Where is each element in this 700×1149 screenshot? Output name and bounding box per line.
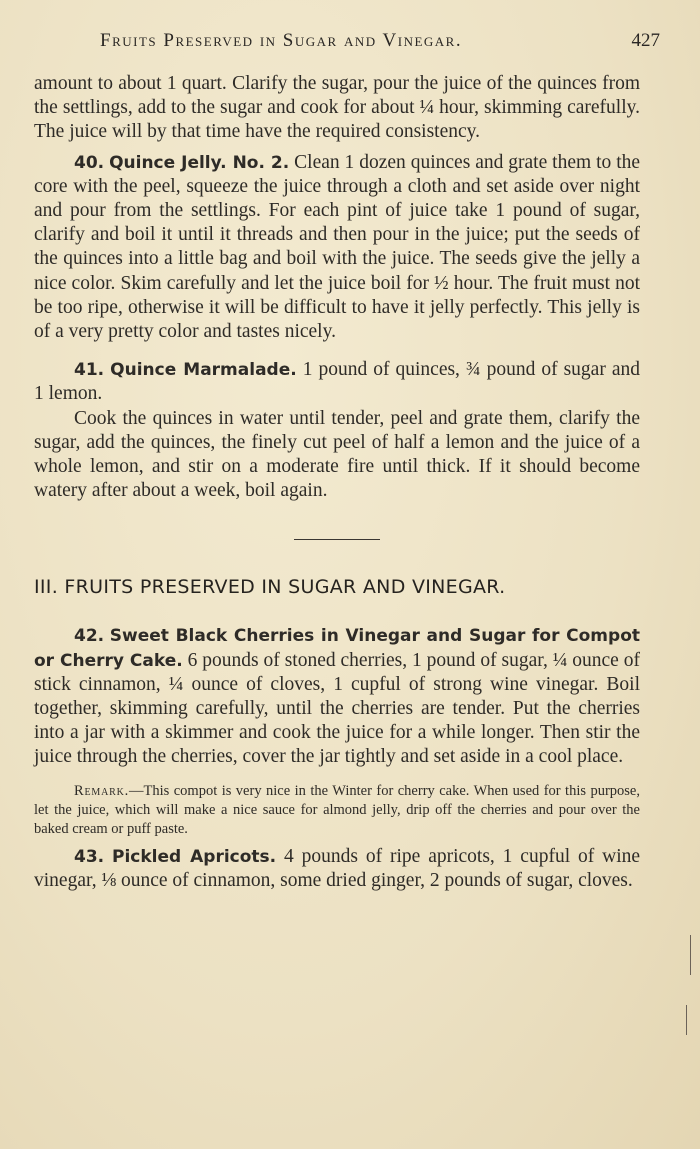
- section-heading: III. FRUITS PRESERVED IN SUGAR AND VINEGAR.: [34, 576, 506, 599]
- recipe-title: Sweet Black Cherries in Vinegar and Sugar for Compot or Cherry Cake.: [34, 626, 640, 671]
- recipe-number: 43.: [74, 846, 105, 867]
- recipe-number: 42.: [74, 626, 105, 647]
- recipe-number: 41.: [74, 360, 105, 381]
- recipe-43: [34, 845, 640, 893]
- remark-note: [34, 782, 640, 839]
- margin-mark: [686, 1005, 687, 1035]
- section-divider: [294, 539, 380, 540]
- continued-paragraph: amount to about 1 quart. Clarify the sugar, pour the juice of the quinces from the settlings, add to the sugar and cook for about ¼ hour, skimming carefully. The juice will by that time have the required consistency.: [34, 73, 640, 143]
- remark-label: Remark.: [74, 782, 130, 799]
- recipe-41-method: Cook the quinces in water until tender, peel and grate them, clarify the sugar, add the quinces, the finely cut peel of half a lemon and the juice of a whole lemon, and stir on a moderate fire until thick. If it should become watery after about a week, boil again.: [34, 407, 640, 502]
- running-header: [100, 30, 660, 52]
- recipe-title: Quince Jelly. No. 2.: [109, 152, 290, 173]
- recipe-title: Pickled Apricots.: [112, 846, 277, 867]
- remark-text: —This compot is very nice in the Winter for cherry cake. When used for this purpose, let the juice, which will make a nice sauce for almond jelly, drip off the cherries and pour over the baked cream or puff paste.: [34, 782, 640, 837]
- recipe-number: 40.: [74, 152, 105, 173]
- recipe-42: [34, 624, 640, 769]
- recipe-text: Clean 1 dozen quinces and grate them to the core with the peel, squeeze the juice through a cloth and set aside over night and pour from the settlings. For each pint of juice take 1 pound of sugar, clarify and boil it until it threads and then pour in the juice; put the seeds of the quinces into a little bag and boil with the juice. The seeds give the jelly a nice color. Skim carefully and let the juice boil for ½ hour. The fruit must not be too ripe, otherwise it will be difficult to have it jelly perfectly. This jelly is of a very pretty color and tastes nicely.: [34, 151, 641, 343]
- recipe-text: 6 pounds of stoned cherries, 1 pound of sugar, ¼ ounce of stick cinnamon, ¼ ounce of cloves, 1 cupful of strong wine vinegar. Boil together, skimming carefully, until the cherries are tender. Put the cherries into a jar with a skimmer and cook the juice for a while longer. Then stir the juice through the cherries, cover the jar tightly and set aside in a cool place.: [34, 649, 640, 768]
- page-body: [34, 72, 640, 893]
- margin-mark: [690, 935, 691, 975]
- recipe-41: [34, 358, 640, 406]
- recipe-ingredients: 1 pound of quinces, ¾ pound of sugar and 1 lemon.: [34, 359, 640, 405]
- recipe-title: Quince Marmalade.: [110, 360, 297, 381]
- recipe-text: 4 pounds of ripe apricots, 1 cupful of wine vinegar, ⅛ ounce of cinnamon, some dried ginger, 2 pounds of sugar, cloves.: [34, 845, 641, 891]
- recipe-40: [34, 151, 640, 345]
- page-number: 427: [631, 30, 660, 51]
- running-title: Fruits Preserved in Sugar and Vinegar.: [100, 30, 463, 51]
